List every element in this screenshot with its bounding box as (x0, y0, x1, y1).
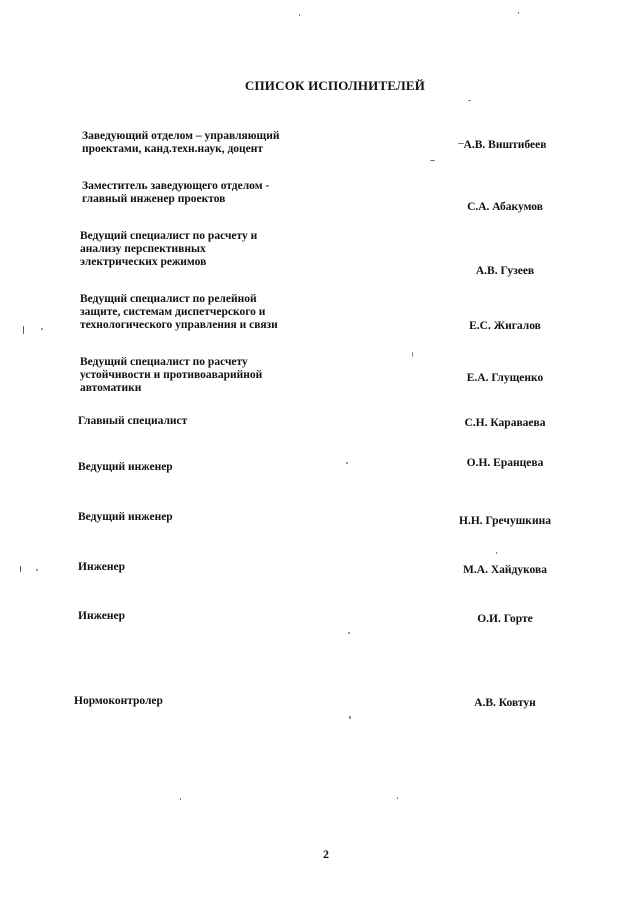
scan-speck (180, 798, 181, 800)
executor-name: О.И. Горте (477, 613, 533, 625)
executor-position: Ведущий специалист по расчету устойчивости и противоаварийной автоматики (80, 356, 263, 394)
executor-name: Е.А. Глущенко (466, 372, 544, 384)
executor-position: Инженер (78, 561, 125, 573)
scan-speck (496, 552, 497, 554)
scan-speck (20, 566, 21, 572)
scan-speck (41, 328, 43, 330)
scan-speck (518, 12, 519, 14)
executor-name: А.В. Ковтун (474, 697, 536, 709)
scan-speck (349, 716, 351, 719)
scan-speck (36, 569, 38, 571)
executor-name: А.В. Виштибеев (463, 139, 547, 151)
scan-speck (397, 797, 398, 799)
executor-position: Заместитель заведующего отделом - главный инженер проектов (82, 180, 270, 205)
scan-speck (468, 100, 471, 101)
scan-speck (412, 352, 413, 357)
executor-name: Н.Н. Гречушкина (459, 515, 551, 527)
executor-position: Заведующий отделом – управляющий проектами, канд.техн.наук, доцент (82, 130, 280, 155)
scan-speck (430, 160, 435, 161)
executor-name: О.Н. Еранцева (466, 457, 544, 469)
page-title: СПИСОК ИСПОЛНИТЕЛЕЙ (244, 78, 426, 93)
executor-position: Ведущий инженер (78, 511, 173, 523)
executor-position: Инженер (78, 610, 125, 622)
executor-name: С.А. Абакумов (467, 201, 543, 213)
executor-position: Ведущий специалист по расчету и анализу перспективных электрических режимов (80, 230, 258, 268)
executor-position: Ведущий специалист по релейной защите, системам диспетчерского и технологического управления и связи (80, 293, 278, 331)
executor-name: Е.С. Жигалов (469, 320, 541, 332)
scan-speck (348, 632, 350, 634)
scan-speck (23, 326, 24, 334)
executor-position: Нормоконтролер (74, 695, 163, 707)
scan-speck (299, 14, 300, 16)
scan-speck (458, 143, 464, 144)
executor-name: С.Н. Караваева (464, 417, 546, 429)
executor-name: М.А. Хайдукова (463, 564, 547, 576)
scan-speck (346, 462, 348, 464)
executor-name: А.В. Гузеев (475, 265, 535, 277)
executor-position: Ведущий инженер (78, 461, 173, 473)
page-number: 2 (323, 847, 329, 861)
executor-position: Главный специалист (78, 415, 188, 427)
